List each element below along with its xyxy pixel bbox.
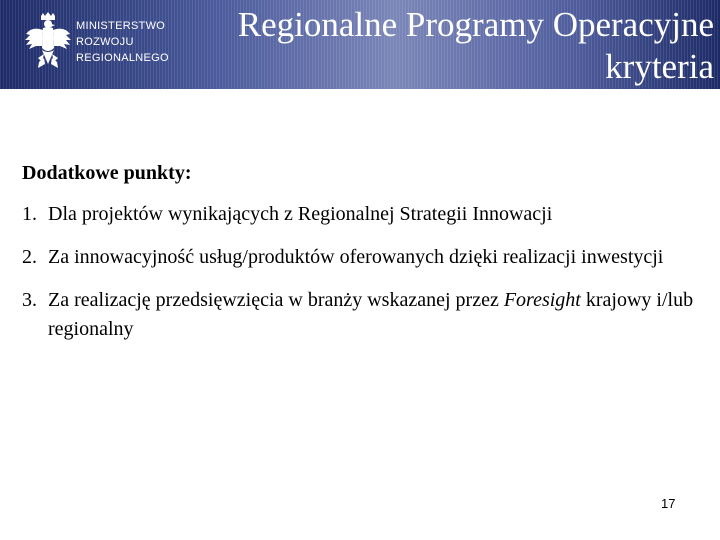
slide-header: [0, 0, 720, 89]
title-line-2: kryteria: [605, 47, 714, 86]
item-number: 3.: [22, 289, 37, 311]
list-item: [22, 200, 702, 229]
content-heading: Dodatkowe punkty:: [22, 162, 192, 184]
eagle-icon: [24, 12, 72, 76]
title-line-1: Regionalne Programy Operacyjne: [237, 5, 714, 44]
item-text-emphasis: Foresight: [503, 289, 581, 311]
item-number: 1.: [22, 203, 37, 225]
slide-content: [22, 160, 702, 358]
ministry-line-2: ROZWOJU: [76, 36, 134, 48]
criteria-list: [22, 200, 702, 344]
item-text-after: krajowy i/lub regionalny: [48, 289, 694, 340]
ministry-logo: [24, 12, 174, 78]
item-text: Za innowacyjność usług/produktów oferowanych dzięki realizacji inwestycji: [48, 246, 664, 268]
item-number: 2.: [22, 246, 37, 268]
ministry-line-3: REGIONALNEGO: [76, 52, 169, 64]
list-item: [22, 286, 702, 344]
item-text-before: Za realizację przedsięwzięcia w branży wskazanej przez: [48, 289, 504, 311]
ministry-name: [76, 18, 169, 66]
page-number: 17: [661, 496, 676, 511]
list-item: [22, 243, 702, 272]
item-text: Dla projektów wynikających z Regionalnej Strategii Innowacji: [48, 203, 553, 225]
ministry-line-1: MINISTERSTWO: [76, 20, 166, 32]
slide-title: [238, 4, 714, 88]
